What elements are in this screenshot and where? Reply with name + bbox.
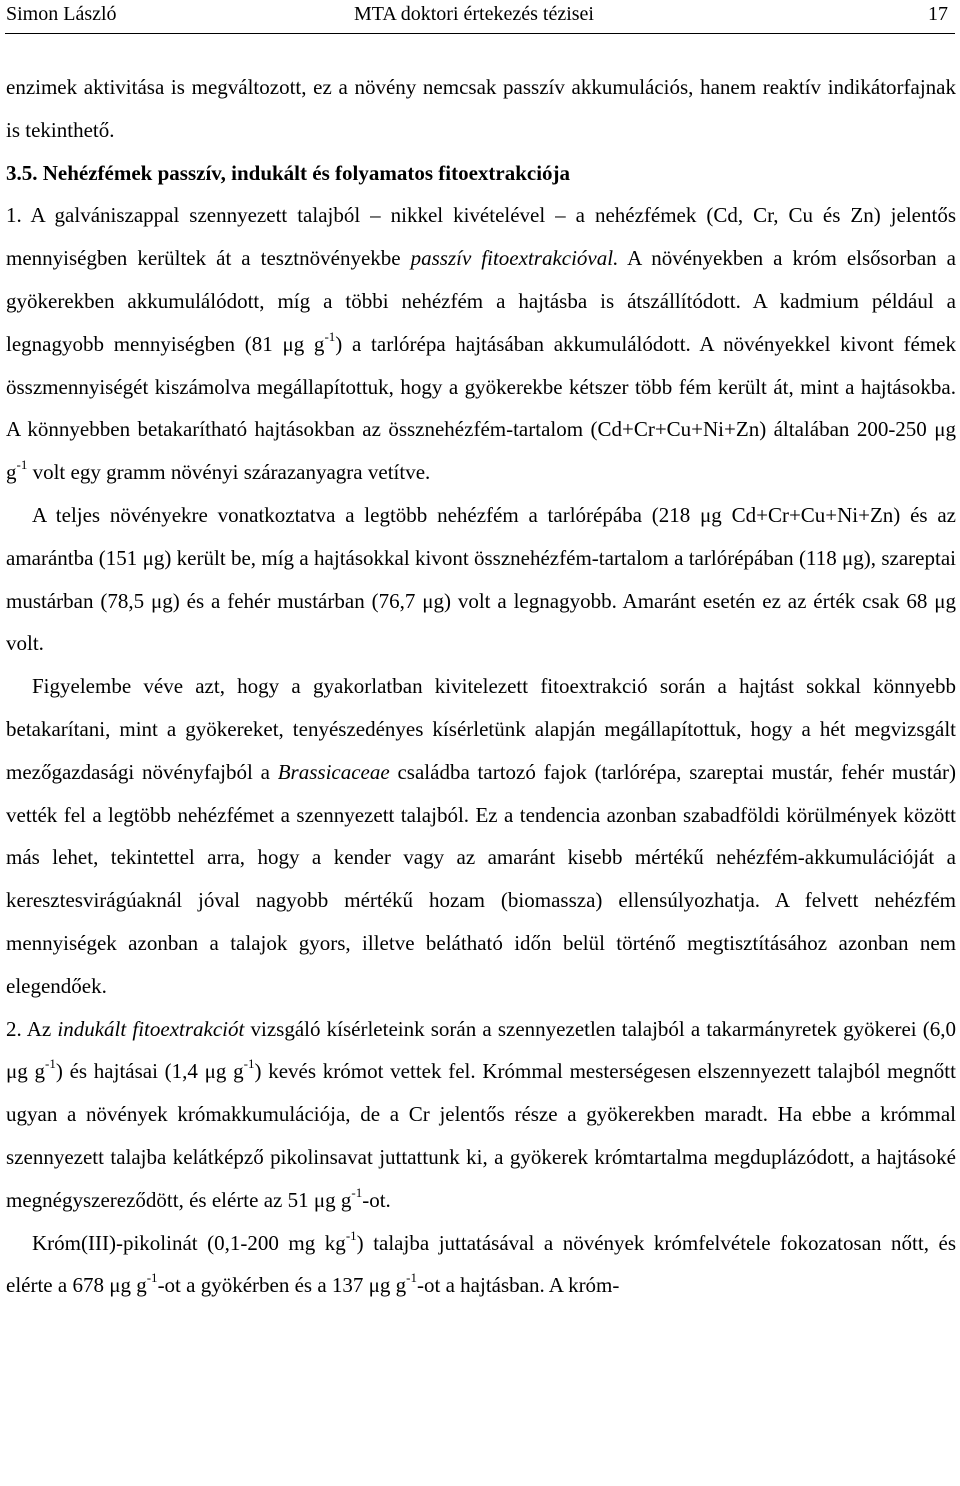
text-span: 2. Az — [6, 1016, 58, 1041]
header-author: Simon László — [6, 3, 117, 25]
superscript: -1 — [45, 1056, 56, 1072]
text-span: Figyelembe véve azt, hogy a gyakorlatban kivitelezett fitoextrakció során a hajtást sokkal könnyebb betakarítani, mint a gyökereket, tenyészedényes kísérletünk alapján megállapítottuk, hogy a hét megvizsgált mezőgazdasági növényfajból a — [6, 674, 956, 784]
paragraph-induced-phytoextraction — [6, 1008, 956, 1222]
text-span: ) a tarlórépa hajtásában akkumulálódott. A növényekkel kivont fémek összmennyiségét kiszámolva megállapítottuk, hogy a gyökerekbe kétszer több fém került át, mint a hajtásokba. A könnyebben betakarítható hajtásokban az össznehézfém-tartalom (Cd+Cr+Cu+Ni+Zn) általában 200-250 μg g — [6, 331, 956, 485]
header-page-number: 17 — [928, 3, 948, 25]
text-span: -ot a gyökérben és a 137 μg g — [157, 1273, 407, 1298]
superscript: -1 — [146, 1270, 158, 1286]
text-span: 1. A galvániszappal szennyezett talajból – nikkel kivételével – a nehézfémek (Cd, Cr, Cu és Zn) jelentős mennyiségben kerültek át a tesztnövényekbe — [6, 203, 956, 271]
document-body — [6, 66, 956, 1307]
superscript: -1 — [324, 328, 336, 344]
text-span: vizsgáló kísérleteink során a szennyezetlen talajból a takarmányretek gyökerei (6,0 μg g — [6, 1016, 956, 1084]
superscript: -1 — [243, 1056, 255, 1072]
text-span: ) és hajtásai (1,4 μg g — [55, 1059, 244, 1084]
header-rule — [5, 33, 955, 34]
paragraph-chromium-picolinate — [6, 1222, 956, 1308]
superscript: -1 — [406, 1270, 418, 1286]
text-span: családba tartozó fajok (tarlórépa, szareptai mustár, fehér mustár) vették fel a legtöbb nehézfémet a szennyezett talajból. Ez a tendencia azonban szabadföldi körülmények között más lehet, tekintettel arra, hogy a kender vagy az amaránt kisebb mértékű nehézfém-akkumulációját a keresztesvirágúaknál jóval nagyobb mértékű hozam (biomassza) ellensúlyozhatja. A felvett nehézfém mennyiségek azonban a talajok gyors, illetve belátható időn belül történő megtisztításához azonban nem elegendőek. — [6, 759, 957, 998]
superscript: -1 — [345, 1227, 357, 1243]
italic-term: Brassicaceae — [277, 759, 390, 784]
text-span: -ot. — [362, 1187, 391, 1212]
italic-term: passzív fitoextrakcióval. — [410, 246, 619, 271]
paragraph-continuation: enzimek aktivitása is megváltozott, ez a növény nemcsak passzív akkumulációs, hanem reaktív indikátorfajnak is tekinthető. — [6, 75, 956, 142]
paragraph-brassicaceae — [6, 665, 956, 1007]
text-span: -ot a hajtásban. A króm- — [417, 1273, 620, 1298]
text-span: ) kevés krómot vettek fel. Krómmal mesterségesen elszennyezett talajból megnőtt ugyan a növények krómakkumulációja, de a Cr jelentős része a gyökerekben maradt. Ha ebbe a krómmal szennyezett talajba kelátképző pikolinsavat juttattunk ki, a gyökerek krómtartalma megduplázódott, a hajtásoké megnégyszereződött, és elérte az 51 μg g — [6, 1059, 956, 1212]
page-header — [6, 0, 954, 28]
italic-term: indukált fitoextrakciót — [57, 1016, 245, 1041]
text-span: A növényekben a króm elsősorban a gyökerekben akkumulálódott, míg a többi nehézfém a hajtásba is átszállítódott. A kadmium például a legnagyobb mennyiségben (81 μg g — [6, 246, 957, 356]
text-span: Króm(III)-pikolinát (0,1-200 mg kg — [32, 1230, 346, 1255]
text-span: ) talajba juttatásával a növények krómfelvétele fokozatosan nőtt, és elérte a 678 μg g — [6, 1230, 957, 1298]
superscript: -1 — [16, 457, 28, 473]
section-heading: 3.5. Nehézfémek passzív, indukált és folyamatos fitoextrakciója — [6, 160, 571, 185]
superscript: -1 — [351, 1184, 363, 1200]
text-span: volt egy gramm növényi szárazanyagra vetítve. — [27, 460, 431, 485]
paragraph-whole-plants: A teljes növényekre vonatkoztatva a legtöbb nehézfém a tarlórépába (218 μg Cd+Cr+Cu+Ni+Zn) és az amarántba (151 μg) került be, míg a hajtásokkal kivont össznehézfém-tartalom a tarlórépában (118 μg), szareptai mustárban (78,5 μg) és a fehér mustárban (76,7 μg) volt a legnagyobb. Amaránt esetén ez az érték csak 68 μg volt. — [6, 502, 956, 656]
paragraph-passive-phytoextraction — [6, 194, 956, 494]
header-title: MTA doktori értekezés tézisei — [354, 3, 594, 25]
